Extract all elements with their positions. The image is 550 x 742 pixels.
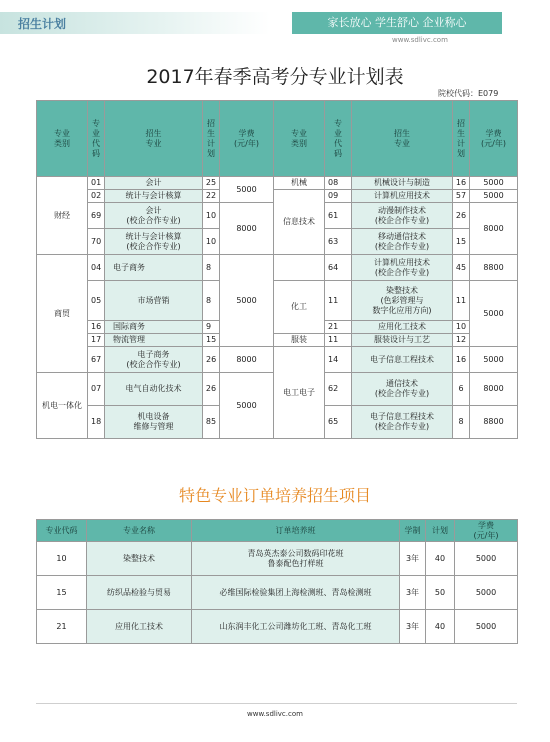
plan-table	[36, 100, 518, 439]
quota-cell: 25	[203, 177, 220, 190]
footer-divider	[36, 703, 517, 704]
quota-cell: 45	[453, 255, 470, 281]
section-label: 招生计划	[18, 17, 67, 31]
hdr-fee: 学费 (元/年)	[455, 520, 518, 542]
quota-cell: 50	[426, 576, 455, 610]
major-cell: 机电设备 维修与管理	[105, 406, 203, 439]
code-cell: 18	[88, 406, 105, 439]
quota-cell: 10	[453, 321, 470, 334]
major-cell: 染整技术	[87, 542, 192, 576]
table-row	[37, 542, 518, 576]
top-banner	[0, 12, 550, 34]
table-row	[37, 576, 518, 610]
code-cell: 05	[88, 281, 105, 321]
quota-cell: 6	[453, 373, 470, 406]
website-top: www.sdlivc.com	[392, 36, 448, 44]
code-cell: 67	[88, 347, 105, 373]
hdr-class: 订单培养班	[192, 520, 400, 542]
table-row	[37, 190, 518, 203]
fee-cell: 5000	[470, 281, 518, 347]
hdr-major: 专业名称	[87, 520, 192, 542]
fee-cell: 5000	[470, 190, 518, 203]
table-row	[37, 334, 518, 347]
quota-cell: 85	[203, 406, 220, 439]
quota-cell: 8	[453, 406, 470, 439]
table-row	[37, 347, 518, 373]
hdr-major-right: 招生 专业	[352, 101, 453, 177]
category-cell: 商贸	[37, 255, 88, 373]
code-cell: 09	[325, 190, 352, 203]
fee-cell: 5000	[470, 347, 518, 373]
quota-cell: 16	[453, 177, 470, 190]
major-cell: 染整技术 (色彩管理与 数字化应用方向)	[352, 281, 453, 321]
code-cell: 01	[88, 177, 105, 190]
code-cell: 08	[325, 177, 352, 190]
fee-cell: 5000	[220, 373, 274, 439]
major-cell: 动漫制作技术 (校企合作专业)	[352, 203, 453, 229]
fee-cell: 8000	[220, 347, 274, 373]
category-cell: 机电一体化	[37, 373, 88, 439]
fee-cell: 5000	[455, 542, 518, 576]
hdr-category-right: 专业 类别	[274, 101, 325, 177]
major-cell: 电子商务 (校企合作专业)	[105, 347, 203, 373]
fee-cell: 8800	[470, 406, 518, 439]
table-row	[37, 281, 518, 321]
quota-cell: 12	[453, 334, 470, 347]
quota-cell: 8	[203, 281, 220, 321]
quota-cell: 15	[453, 229, 470, 255]
major-cell: 电子信息工程技术	[352, 347, 453, 373]
quota-cell: 57	[453, 190, 470, 203]
hdr-fee-left: 学费 (元/年)	[220, 101, 274, 177]
quota-cell: 26	[453, 203, 470, 229]
hdr-major-left: 招生 专业	[105, 101, 203, 177]
code-cell: 21	[325, 321, 352, 334]
hdr-code: 专业代码	[37, 520, 87, 542]
quota-cell: 40	[426, 542, 455, 576]
order-table-title: 特色专业订单培养招生项目	[178, 486, 371, 505]
major-cell: 会计	[105, 177, 203, 190]
fee-cell: 8000	[470, 203, 518, 255]
slogan-banner: 家长放心 学生舒心 企业称心	[292, 12, 502, 34]
fee-cell: 5000	[220, 255, 274, 347]
fee-cell: 8000	[220, 203, 274, 255]
code-cell: 64	[325, 255, 352, 281]
major-cell: 机械设计与制造	[352, 177, 453, 190]
major-cell: 电子商务	[105, 255, 203, 281]
hdr-quota-right: 招 生 计 划	[453, 101, 470, 177]
website-footer: www.sdlivc.com	[247, 710, 303, 718]
code-cell: 10	[37, 542, 87, 576]
quota-cell: 8	[203, 255, 220, 281]
major-cell: 服装设计与工艺	[352, 334, 453, 347]
fee-cell: 5000	[470, 177, 518, 190]
table-row	[37, 177, 518, 190]
quota-cell: 10	[203, 203, 220, 229]
quota-cell: 11	[453, 281, 470, 321]
major-cell: 通信技术 (校企合作专业)	[352, 373, 453, 406]
category-cell: 化工	[274, 281, 325, 334]
code-cell: 14	[325, 347, 352, 373]
hdr-code-left: 专 业 代 码	[88, 101, 105, 177]
order-table	[36, 519, 518, 644]
quota-cell: 40	[426, 610, 455, 644]
major-cell: 纺织品检验与贸易	[87, 576, 192, 610]
code-cell: 63	[325, 229, 352, 255]
major-cell: 统计与会计核算 (校企合作专业)	[105, 229, 203, 255]
order-table-header	[37, 520, 518, 542]
quota-cell: 16	[453, 347, 470, 373]
quota-cell: 26	[203, 373, 220, 406]
hdr-quota: 计划	[426, 520, 455, 542]
code-cell: 11	[325, 281, 352, 321]
quota-cell: 9	[203, 321, 220, 334]
years-cell: 3年	[400, 542, 426, 576]
major-cell: 国际商务	[105, 321, 203, 334]
code-cell: 17	[88, 334, 105, 347]
major-cell: 统计与会计核算	[105, 190, 203, 203]
hdr-years: 学制	[400, 520, 426, 542]
fee-cell: 5000	[220, 177, 274, 203]
category-cell: 财经	[37, 177, 88, 255]
major-cell: 物流管理	[105, 334, 203, 347]
fee-cell: 5000	[455, 610, 518, 644]
class-cell: 山东润丰化工公司潍坊化工班、青岛化工班	[192, 610, 400, 644]
code-cell: 65	[325, 406, 352, 439]
major-cell: 会计 (校企合作专业)	[105, 203, 203, 229]
hdr-quota-left: 招 生 计 划	[203, 101, 220, 177]
quota-cell: 22	[203, 190, 220, 203]
code-cell: 02	[88, 190, 105, 203]
table-row	[37, 255, 518, 281]
category-cell: 信息技术	[274, 190, 325, 255]
major-cell: 计算机应用技术	[352, 190, 453, 203]
code-cell: 15	[37, 576, 87, 610]
category-cell: 服装	[274, 334, 325, 347]
fee-cell: 8800	[470, 255, 518, 281]
code-cell: 62	[325, 373, 352, 406]
major-cell: 计算机应用技术 (校企合作专业)	[352, 255, 453, 281]
quota-cell: 15	[203, 334, 220, 347]
section-tab	[0, 12, 270, 34]
hdr-code-right: 专 业 代 码	[325, 101, 352, 177]
years-cell: 3年	[400, 610, 426, 644]
hdr-category-left: 专业 类别	[37, 101, 88, 177]
plan-table-header	[37, 101, 518, 177]
plan-table-title: 2017年春季高考分专业计划表	[146, 66, 404, 88]
class-cell: 青岛英杰泰公司数码印花班 鲁泰配色打样班	[192, 542, 400, 576]
major-cell: 电子信息工程技术 (校企合作专业)	[352, 406, 453, 439]
code-cell: 16	[88, 321, 105, 334]
category-cell: 机械	[274, 177, 325, 190]
category-cell-blank	[274, 255, 325, 281]
code-cell: 04	[88, 255, 105, 281]
code-cell: 70	[88, 229, 105, 255]
code-cell: 61	[325, 203, 352, 229]
quota-cell: 26	[203, 347, 220, 373]
quota-cell: 10	[203, 229, 220, 255]
major-cell: 移动通信技术 (校企合作专业)	[352, 229, 453, 255]
hdr-fee-right: 学费 (元/年)	[470, 101, 518, 177]
years-cell: 3年	[400, 576, 426, 610]
code-cell: 21	[37, 610, 87, 644]
code-cell: 11	[325, 334, 352, 347]
major-cell: 市场营销	[105, 281, 203, 321]
table-row	[37, 610, 518, 644]
school-code: 院校代码：E079	[438, 89, 499, 98]
major-cell: 应用化工技术	[87, 610, 192, 644]
code-cell: 69	[88, 203, 105, 229]
major-cell: 应用化工技术	[352, 321, 453, 334]
fee-cell: 5000	[455, 576, 518, 610]
class-cell: 必维国际检验集团上海检测班、青岛检测班	[192, 576, 400, 610]
category-cell: 电工电子	[274, 347, 325, 439]
code-cell: 07	[88, 373, 105, 406]
fee-cell: 8000	[470, 373, 518, 406]
major-cell: 电气自动化技术	[105, 373, 203, 406]
